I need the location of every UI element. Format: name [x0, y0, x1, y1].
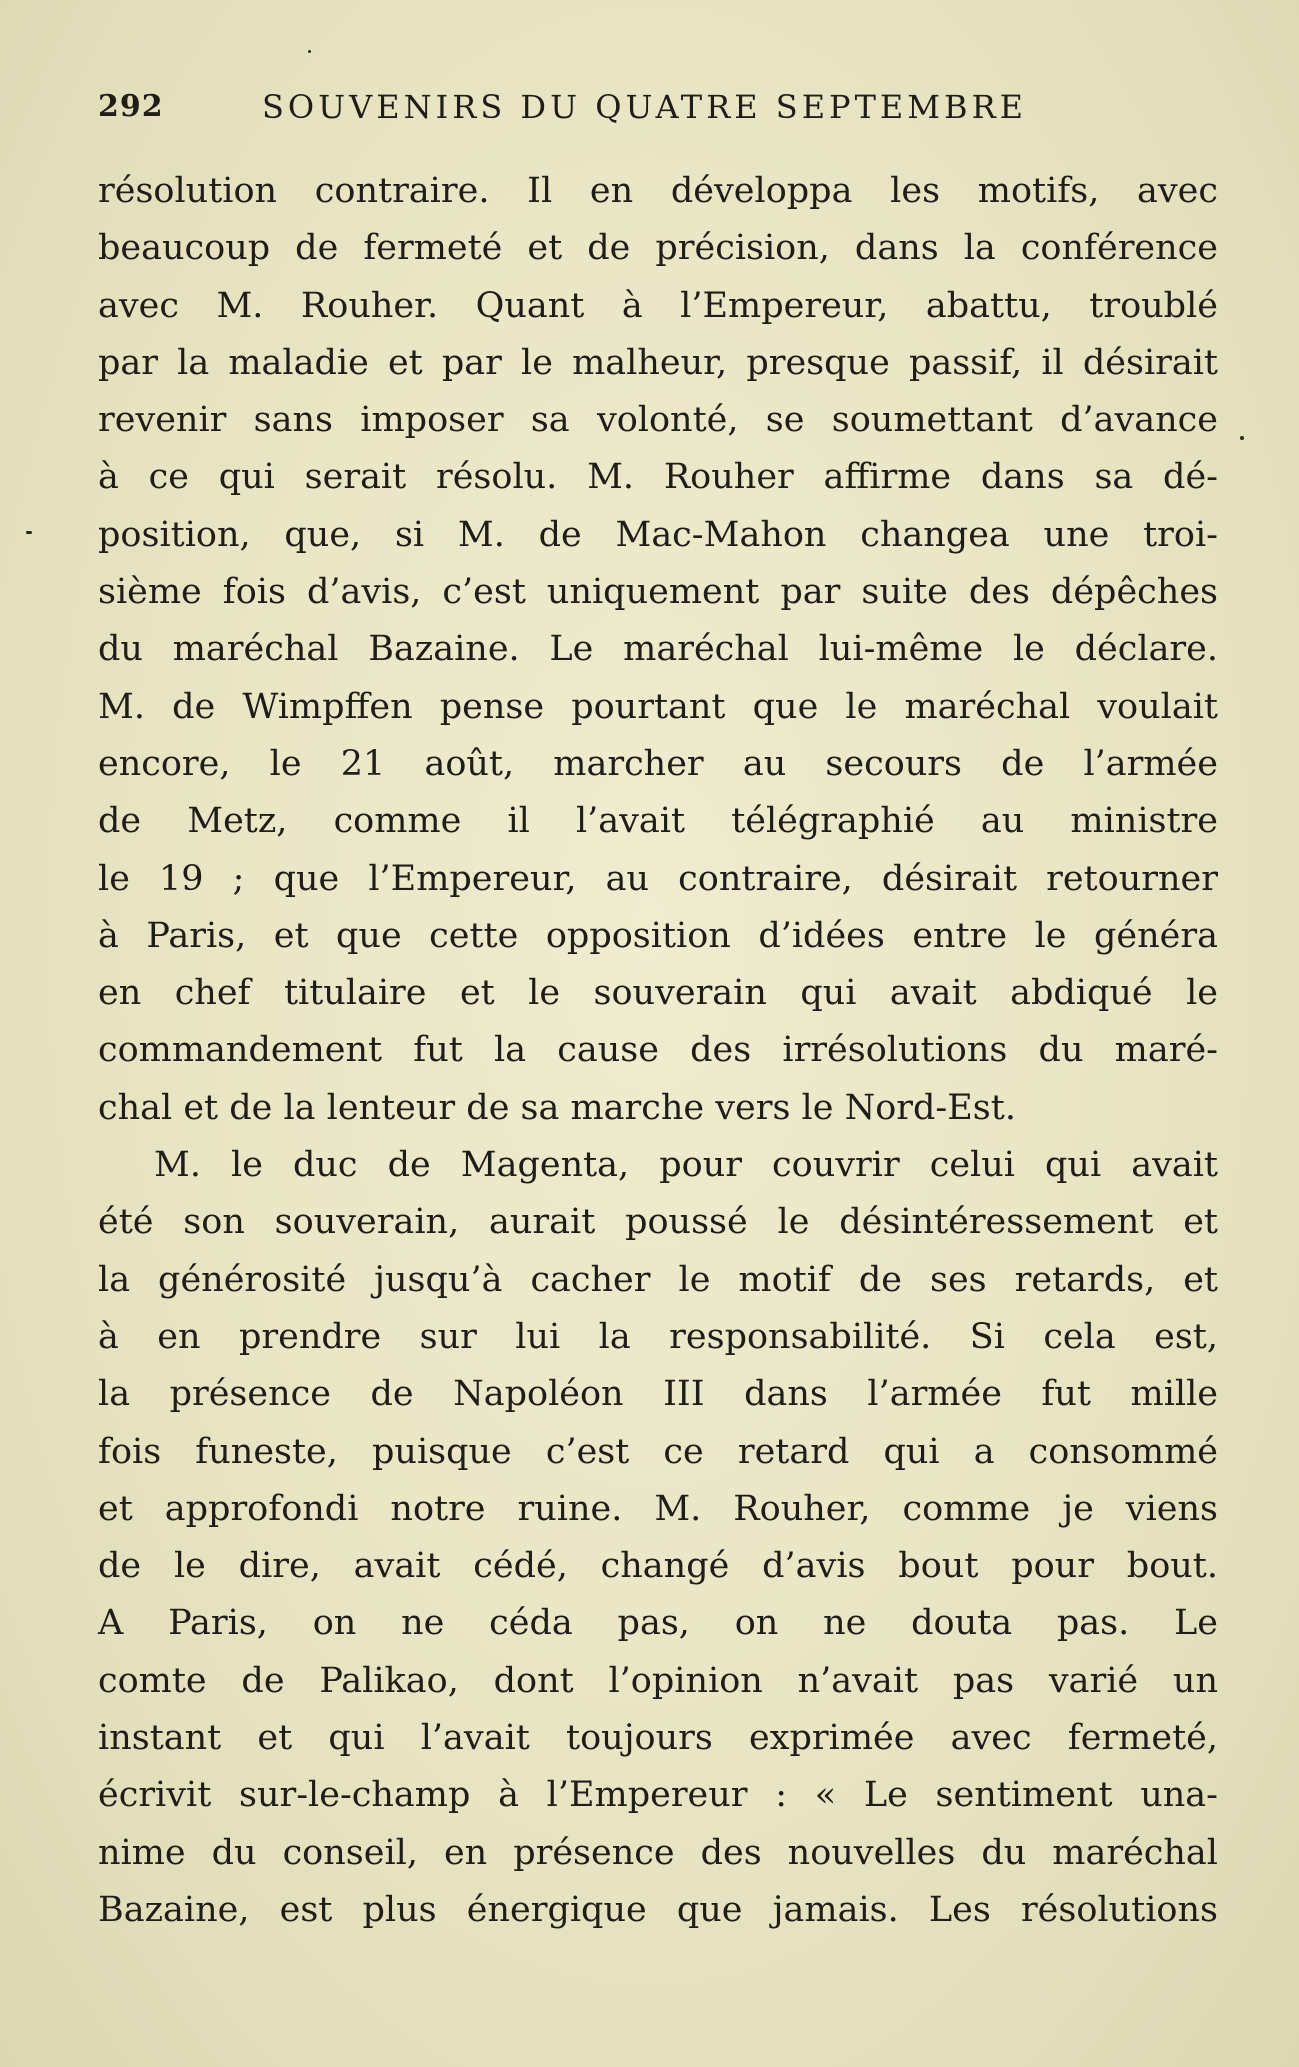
text-line: chal et de la lenteur de sa marche vers le Nord-Est.: [98, 1087, 1016, 1128]
text-line: de le dire, avait cédé, changé d’avis bout pour bout.: [98, 1546, 1218, 1587]
text-line: à ce qui serait résolu. M. Rouher affirme dans sa dé-: [98, 457, 1218, 498]
text-line: revenir sans imposer sa volonté, se soumettant d’avance: [98, 400, 1218, 441]
text-line: à en prendre sur lui la responsabilité. Si cela est,: [98, 1316, 1218, 1357]
page-number: 292: [98, 89, 164, 124]
text-line: sième fois d’avis, c’est uniquement par suite des dépêches: [98, 572, 1218, 613]
text-line: commandement fut la cause des irrésolutions du maré-: [98, 1030, 1218, 1071]
text-line: en chef titulaire et le souverain qui avait abdiqué le: [98, 973, 1218, 1014]
text-line: écrivit sur-le-champ à l’Empereur : « Le sentiment una-: [98, 1775, 1218, 1816]
text-line: à Paris, et que cette opposition d’idées entre le généra: [98, 915, 1218, 956]
text-line: M. le duc de Magenta, pour couvrir celui qui avait: [154, 1145, 1218, 1186]
paragraph-2: [98, 1137, 1218, 1939]
running-title: SOUVENIRS DU QUATRE SEPTEMBRE: [262, 88, 1028, 126]
text-line: Bazaine, est plus énergique que jamais. Les résolutions: [98, 1889, 1218, 1930]
text-line: et approfondi notre ruine. M. Rouher, comme je viens: [98, 1488, 1218, 1529]
text-line: comte de Palikao, dont l’opinion n’avait pas varié un: [98, 1660, 1218, 1701]
text-line: résolution contraire. Il en développa les motifs, avec: [98, 171, 1218, 211]
text-line: été son souverain, aurait poussé le désintéressement et: [98, 1202, 1218, 1243]
text-line: le 19 ; que l’Empereur, au contraire, désirait retourner: [98, 858, 1218, 899]
page-header: [98, 82, 1228, 132]
text-line: position, que, si M. de Mac-Mahon changea une troi-: [98, 514, 1218, 555]
paragraph-1: [98, 163, 1218, 1137]
body-text: [98, 163, 1218, 1939]
text-line: avec M. Rouher. Quant à l’Empereur, abattu, troublé: [98, 285, 1218, 326]
text-line: encore, le 21 août, marcher au secours de l’armée: [98, 743, 1218, 784]
print-speck: [308, 50, 311, 53]
text-line: nime du conseil, en présence des nouvelles du maréchal: [98, 1832, 1218, 1873]
text-line: beaucoup de fermeté et de précision, dans la conférence: [98, 228, 1218, 269]
text-line: fois funeste, puisque c’est ce retard qui a consommé: [98, 1431, 1218, 1472]
text-line: de Metz, comme il l’avait télégraphié au ministre: [98, 801, 1218, 842]
print-speck: [26, 531, 32, 534]
text-line: M. de Wimpffen pense pourtant que le maréchal voulait: [98, 686, 1218, 727]
text-line: par la maladie et par le malheur, presque passif, il désirait: [98, 342, 1218, 383]
text-line: la générosité jusqu’à cacher le motif de ses retards, et: [98, 1259, 1218, 1300]
text-line: instant et qui l’avait toujours exprimée avec fermeté,: [98, 1718, 1218, 1759]
text-line: A Paris, on ne céda pas, on ne douta pas. Le: [98, 1603, 1218, 1644]
text-line: la présence de Napoléon III dans l’armée fut mille: [98, 1374, 1218, 1415]
print-speck: [1240, 436, 1244, 440]
text-line: du maréchal Bazaine. Le maréchal lui-même le déclare.: [98, 629, 1218, 670]
